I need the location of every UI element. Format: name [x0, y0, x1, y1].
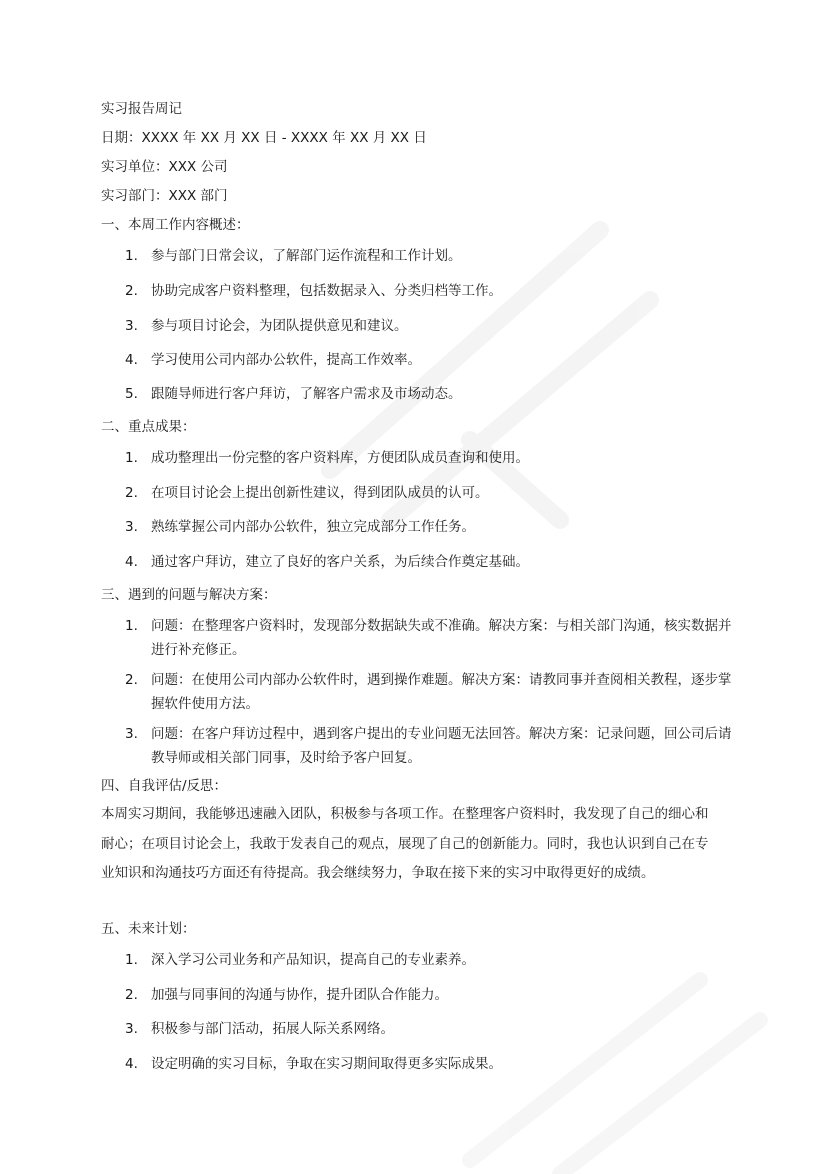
list-text: 学习使用公司内部办公软件，提高工作效率。 [151, 352, 421, 368]
list-number: 3. [125, 318, 138, 334]
list-number: 1. [125, 248, 138, 264]
list-text: 通过客户拜访，建立了良好的客户关系，为后续合作奠定基础。 [151, 554, 529, 570]
list-text: 积极参与部门活动，拓展人际关系网络。 [151, 1021, 394, 1037]
company-line: 实习单位：XXX 公司 [101, 159, 228, 175]
list-number: 1. [125, 952, 138, 968]
list-text: 深入学习公司业务和产品知识，提高自己的专业素养。 [151, 952, 475, 968]
list-number: 3. [125, 1021, 138, 1037]
list-number: 4. [125, 352, 138, 368]
document-title: 实习报告周记 [101, 101, 182, 117]
list-number: 1. [125, 618, 138, 634]
list-text: 加强与同事间的沟通与协作，提升团队合作能力。 [151, 987, 448, 1003]
list-text: 协助完成客户资料整理，包括数据录入、分类归档等工作。 [151, 283, 502, 299]
list-text: 设定明确的实习目标，争取在实习期间取得更多实际成果。 [151, 1056, 502, 1072]
list-text: 参与部门日常会议，了解部门运作流程和工作计划。 [151, 248, 462, 264]
list-number: 3. [125, 726, 138, 742]
reflection-paragraph: 本周实习期间，我能够迅速融入团队，积极参与各项工作。在整理客户资料时，我发现了自己的细心和耐心；在项目讨论会上，我敢于发表自己的观点，展现了自己的创新能力。同时，我也认识到自己在专业知识和沟通技巧方面还有待提高。我会继续努力，争取在接下来的实习中取得更好的成绩。 [101, 806, 709, 881]
list-number: 2. [125, 672, 138, 688]
list-number: 4. [125, 1056, 138, 1072]
list-text: 问题：在整理客户资料时，发现部分数据缺失或不准确。解决方案：与相关部门沟通，核实数据并进行补充修正。 [151, 618, 732, 658]
section-heading-problems: 三、遇到的问题与解决方案： [101, 587, 277, 603]
list-text: 问题：在客户拜访过程中，遇到客户提出的专业问题无法回答。解决方案：记录问题，回公司后请教导师或相关部门同事，及时给予客户回复。 [151, 726, 732, 766]
list-number: 1. [125, 450, 138, 466]
list-number: 2. [125, 485, 138, 501]
section-heading-future-plan: 五、未来计划： [101, 921, 196, 937]
list-text: 在项目讨论会上提出创新性建议，得到团队成员的认可。 [151, 485, 489, 501]
list-text: 熟练掌握公司内部办公软件，独立完成部分工作任务。 [151, 519, 475, 535]
date-line: 日期：XXXX 年 XX 月 XX 日 - XXXX 年 XX 月 XX 日 [101, 130, 427, 146]
list-text: 成功整理出一份完整的客户资料库，方便团队成员查询和使用。 [151, 450, 529, 466]
list-text: 问题：在使用公司内部办公软件时，遇到操作难题。解决方案：请教同事并查阅相关教程，逐步掌握软件使用方法。 [151, 672, 732, 712]
list-text: 跟随导师进行客户拜访，了解客户需求及市场动态。 [151, 386, 462, 402]
section-heading-achievements: 二、重点成果： [101, 419, 196, 435]
list-number: 2. [125, 987, 138, 1003]
section-heading-overview: 一、本周工作内容概述： [101, 217, 250, 233]
department-line: 实习部门：XXX 部门 [101, 188, 228, 204]
list-number: 3. [125, 519, 138, 535]
list-number: 5. [125, 386, 138, 402]
section-heading-reflection: 四、自我评估/反思： [101, 778, 228, 794]
list-number: 2. [125, 283, 138, 299]
list-text: 参与项目讨论会，为团队提供意见和建议。 [151, 318, 408, 334]
list-number: 4. [125, 554, 138, 570]
